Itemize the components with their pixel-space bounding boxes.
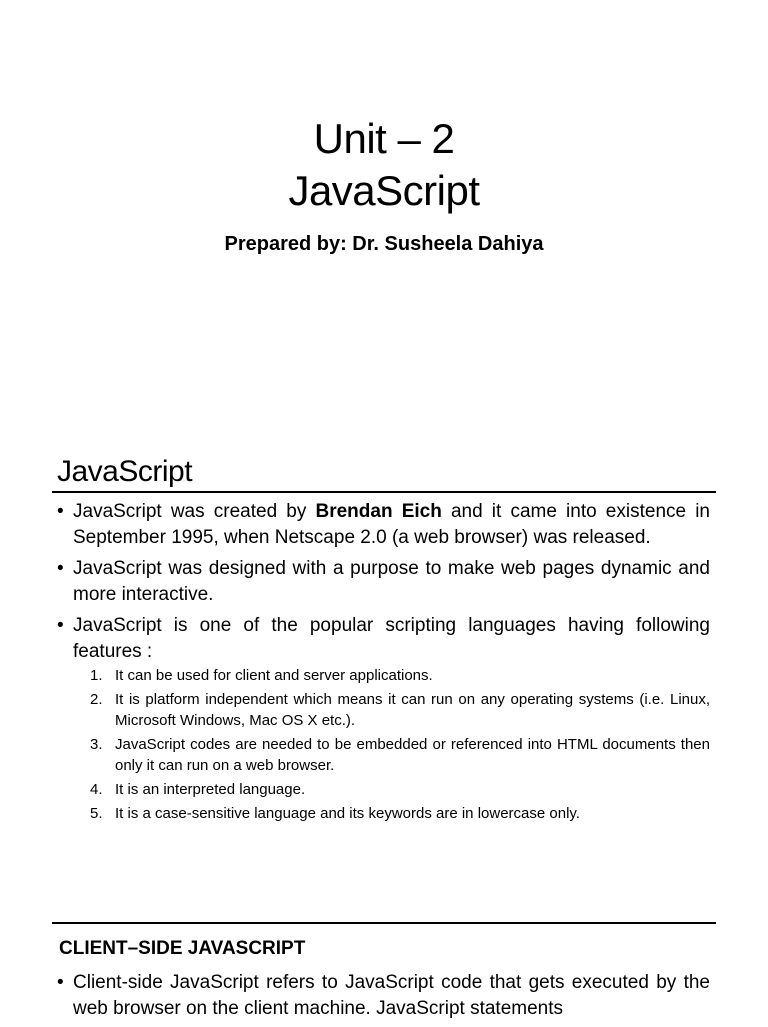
bullet-item	[57, 499, 710, 551]
feature-text: It is platform independent which means it can run on any operating systems (i.e. Linux, Microsoft Windows, Mac OS X etc.).	[115, 691, 710, 729]
javascript-bullet-list	[57, 499, 710, 670]
feature-number: 5.	[90, 805, 103, 822]
prepared-by: Prepared by: Dr. Susheela Dahiya	[224, 233, 544, 255]
feature-item	[90, 803, 710, 824]
feature-item	[90, 689, 710, 731]
bullet-bold-text: Brendan Eich	[315, 501, 442, 522]
client-side-bullet-list	[57, 970, 710, 1027]
bullet-text: JavaScript was created by	[73, 501, 316, 522]
feature-text: It is an interpreted language.	[115, 781, 306, 798]
slide-divider	[52, 922, 716, 924]
bullet-text: and it came into existence in September 1995, when Netscape 2.0 (a web browser) was released.	[73, 501, 710, 548]
feature-item	[90, 779, 710, 800]
feature-item	[90, 734, 710, 776]
feature-number: 2.	[90, 691, 103, 708]
feature-item	[90, 665, 710, 686]
feature-text: It can be used for client and server applications.	[115, 667, 433, 684]
features-list	[90, 665, 710, 827]
feature-number: 1.	[90, 667, 103, 684]
feature-text: It is a case-sensitive language and its keywords are in lowercase only.	[115, 805, 580, 822]
heading-underline	[52, 491, 716, 493]
title-slide	[0, 0, 768, 440]
bullet-item: • JavaScript is one of the popular scripting languages having following features :	[57, 613, 710, 665]
slide-title-topic: JavaScript	[288, 167, 480, 214]
feature-text: JavaScript codes are needed to be embedded or referenced into HTML documents then only it can run on a web browser.	[115, 736, 710, 774]
feature-number: 3.	[90, 736, 103, 753]
bullet-item: • Client-side JavaScript refers to JavaScript code that gets executed by the web browser on the client machine. JavaScript statements	[57, 970, 710, 1022]
section-heading-javascript: JavaScript	[57, 455, 193, 488]
slide-title-unit: Unit – 2	[313, 115, 455, 162]
feature-number: 4.	[90, 781, 103, 798]
section-heading-client-side: CLIENT–SIDE JAVASCRIPT	[59, 938, 306, 959]
bullet-item: • JavaScript was designed with a purpose to make web pages dynamic and more interactive.	[57, 556, 710, 608]
